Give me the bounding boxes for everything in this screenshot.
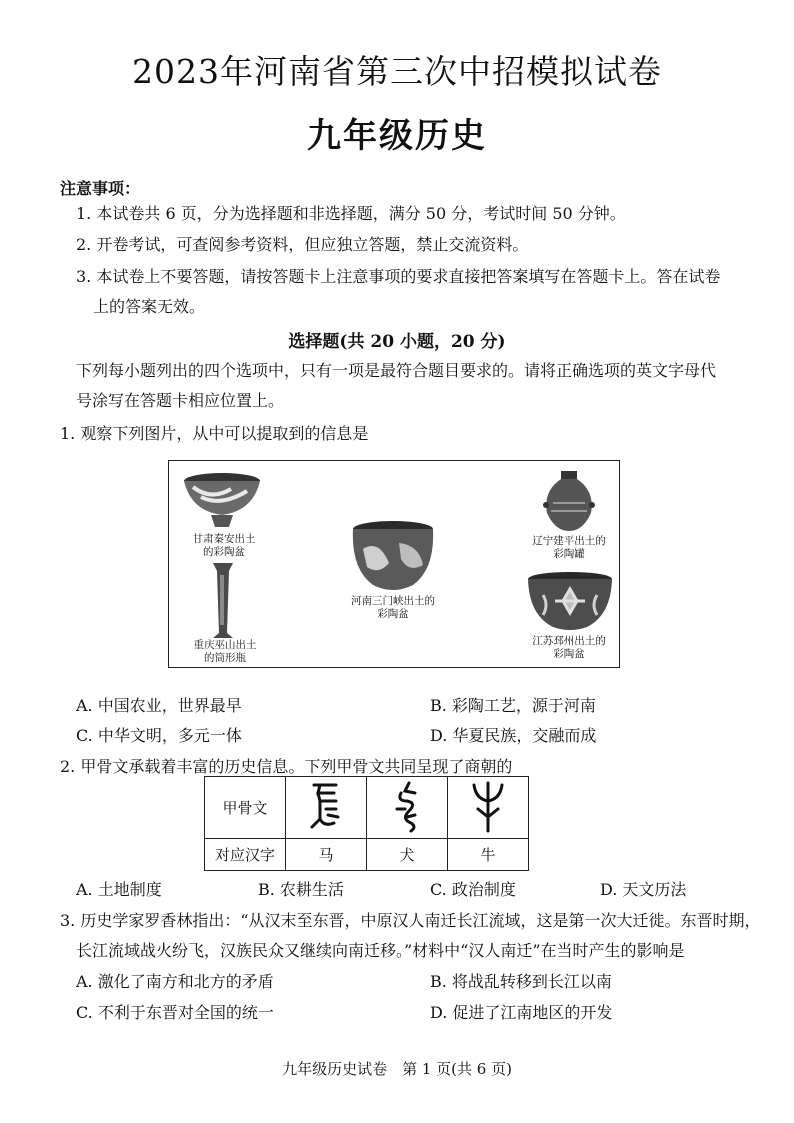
q2-option-b[interactable]: B. 农耕生活 bbox=[258, 880, 344, 899]
caption-gansu-line1: 甘肃秦安出土 bbox=[192, 533, 256, 545]
caption-liaoning bbox=[517, 535, 621, 561]
liaoning-jar-image bbox=[541, 469, 597, 533]
hanzi-horse: 马 bbox=[286, 839, 367, 871]
q1-option-b[interactable]: B. 彩陶工艺，源于河南 bbox=[430, 696, 596, 715]
caption-jiangsu-line2: 彩陶盆 bbox=[553, 648, 585, 660]
q2-option-c[interactable]: C. 政治制度 bbox=[430, 880, 516, 899]
q3-option-a[interactable]: A. 激化了南方和北方的矛盾 bbox=[76, 972, 274, 991]
caption-jiangsu bbox=[513, 635, 625, 661]
caption-chongqing bbox=[177, 639, 273, 665]
question-3-stem-2: 长江流域战火纷飞，汉族民众又继续向南迁移。”材料中“汉人南迁”在当时产生的影响是 bbox=[76, 941, 685, 960]
note-item-3: 3. 本试卷上不要答题，请按答题卡上注意事项的要求直接把答案填写在答题卡上。答在试卷 bbox=[76, 267, 721, 286]
q3-option-c[interactable]: C. 不利于东晋对全国的统一 bbox=[76, 1003, 274, 1022]
gansu-bowl-image bbox=[181, 471, 263, 531]
horse-glyph-icon bbox=[306, 779, 346, 833]
caption-jiangsu-line1: 江苏邳州出土的 bbox=[532, 635, 606, 647]
oracle-horse-glyph bbox=[286, 777, 367, 839]
ox-glyph-icon bbox=[468, 779, 508, 833]
caption-liaoning-line2: 彩陶罐 bbox=[553, 548, 585, 560]
question-3-stem-1: 3. 历史学家罗香林指出：“从汉末至东晋，中原汉人南迁长江流域，这是第一次大迁徙。东晋时期， bbox=[60, 911, 761, 930]
section-instructions-1: 下列每小题列出的四个选项中，只有一项是最符合题目要求的。请将正确选项的英文字母代 bbox=[76, 361, 717, 380]
chongqing-vase-image bbox=[209, 561, 237, 639]
exam-title: 2023年河南省第三次中招模拟试卷 bbox=[132, 52, 662, 91]
section-title: 选择题(共 20 小题，20 分) bbox=[288, 332, 506, 352]
hanzi-row-label: 对应汉字 bbox=[205, 839, 286, 871]
caption-liaoning-line1: 辽宁建平出土的 bbox=[532, 535, 606, 547]
q1-option-c[interactable]: C. 中华文明，多元一体 bbox=[76, 726, 242, 745]
q2-option-a[interactable]: A. 土地制度 bbox=[76, 880, 162, 899]
dog-glyph-icon bbox=[387, 779, 427, 833]
jiangsu-bowl-image bbox=[525, 571, 615, 633]
note-item-3-cont: 上的答案无效。 bbox=[93, 297, 206, 316]
caption-gansu-line2: 的彩陶盆 bbox=[203, 546, 245, 558]
q2-option-d[interactable]: D. 天文历法 bbox=[600, 880, 687, 899]
q1-option-a[interactable]: A. 中国农业，世界最早 bbox=[76, 696, 242, 715]
caption-henan bbox=[337, 595, 449, 621]
oracle-ox-glyph bbox=[448, 777, 529, 839]
q3-option-d[interactable]: D. 促进了江南地区的开发 bbox=[430, 1003, 613, 1022]
hanzi-dog: 犬 bbox=[367, 839, 448, 871]
note-item-2: 2. 开卷考试，可查阅参考资料，但应独立答题，禁止交流资料。 bbox=[76, 235, 529, 254]
q3-option-b[interactable]: B. 将战乱转移到长江以南 bbox=[430, 972, 612, 991]
caption-gansu bbox=[179, 533, 269, 559]
question-2-stem: 2. 甲骨文承载着丰富的历史信息。下列甲骨文共同呈现了商朝的 bbox=[60, 757, 513, 776]
notes-heading: 注意事项： bbox=[60, 179, 141, 198]
hanzi-ox: 牛 bbox=[448, 839, 529, 871]
caption-henan-line1: 河南三门峡出土的 bbox=[351, 595, 435, 607]
oracle-bone-table bbox=[204, 776, 529, 871]
oracle-row-label: 甲骨文 bbox=[205, 777, 286, 839]
caption-chongqing-line2: 的筒形瓶 bbox=[204, 652, 246, 664]
note-item-1: 1. 本试卷共 6 页，分为选择题和非选择题，满分 50 分，考试时间 50 分钟。 bbox=[76, 204, 626, 223]
pottery-figure bbox=[168, 460, 620, 668]
caption-henan-line2: 彩陶盆 bbox=[377, 608, 409, 620]
henan-bowl-image bbox=[349, 519, 437, 593]
q1-option-d[interactable]: D. 华夏民族，交融而成 bbox=[430, 726, 597, 745]
section-instructions-2: 号涂写在答题卡相应位置上。 bbox=[76, 391, 285, 410]
caption-chongqing-line1: 重庆巫山出土 bbox=[193, 639, 257, 651]
question-1-stem: 1. 观察下列图片，从中可以提取到的信息是 bbox=[60, 424, 369, 443]
oracle-dog-glyph bbox=[367, 777, 448, 839]
page-footer: 九年级历史试卷 第 1 页(共 6 页) bbox=[282, 1060, 512, 1078]
exam-subtitle: 九年级历史 bbox=[307, 116, 487, 156]
